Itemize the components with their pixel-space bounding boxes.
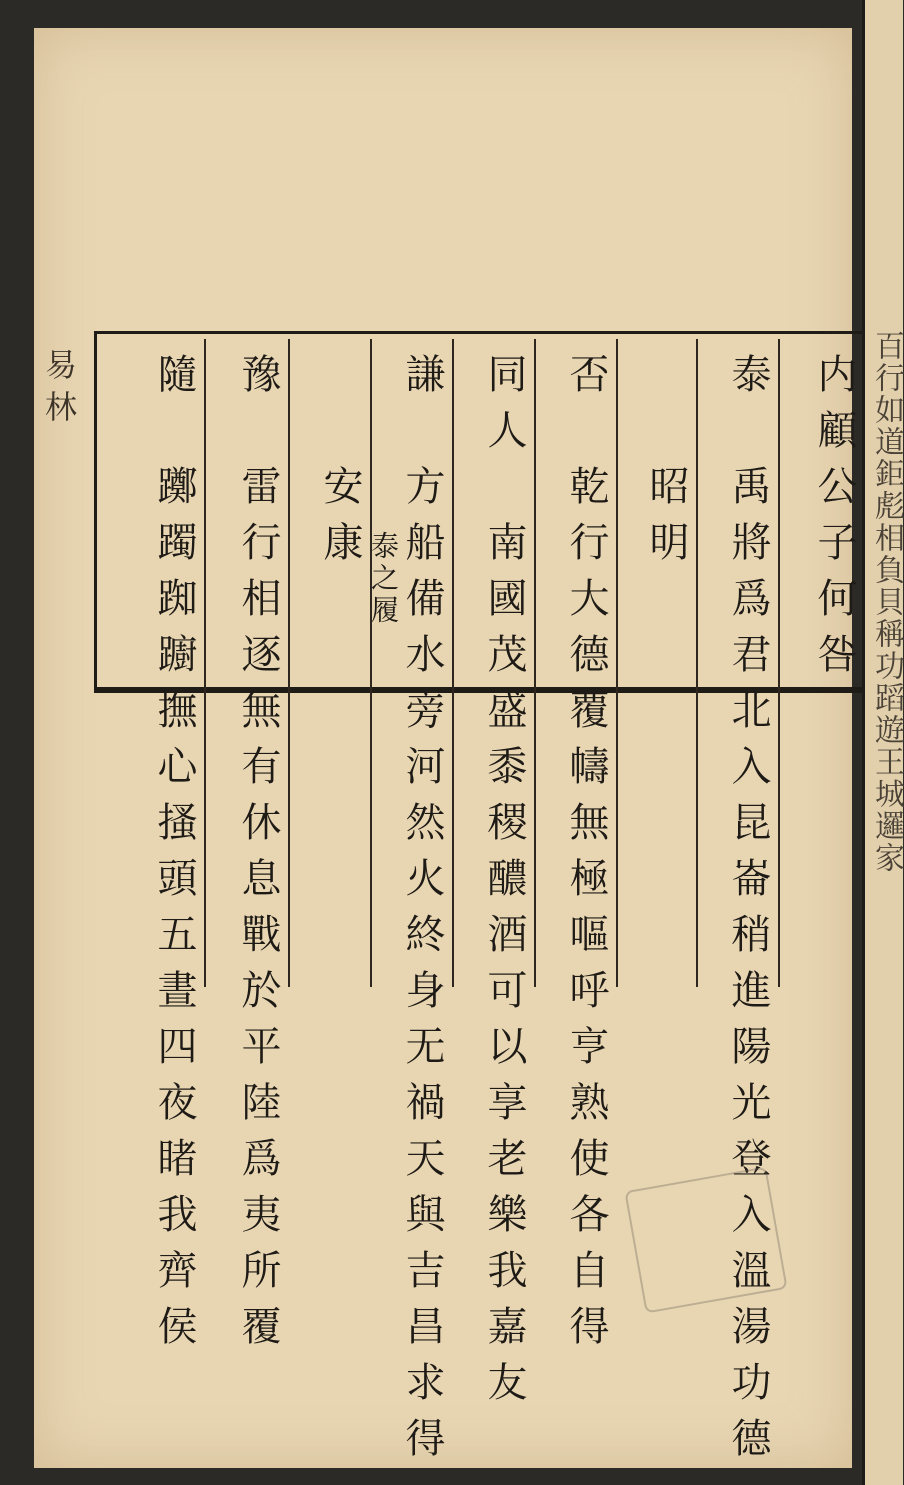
column-1: 内顧公子何咎 (811, 353, 857, 689)
margin-title: 易林 (40, 348, 78, 432)
library-stamp (624, 1166, 787, 1313)
column-4: 否 乾行大德覆幬無極嘔呼亨熟使各自得 (563, 353, 609, 1361)
column-7: 安康 (317, 353, 363, 577)
column-rule (696, 339, 698, 987)
column-9: 隨 躑躅踟躕撫心搔頭五晝四夜睹我齊侯 (151, 353, 197, 1361)
column-6: 謙 方船備水旁河然火終身无禍天與吉昌求得 (399, 353, 445, 1473)
column-rule (452, 339, 454, 987)
column-rule (204, 339, 206, 987)
column-rule (370, 339, 372, 987)
text-area (97, 331, 866, 1473)
column-rule (778, 339, 780, 987)
facing-page-edge (862, 0, 903, 1485)
book-page (34, 28, 857, 1473)
column-note: 泰之履 (367, 531, 400, 627)
column-3: 昭明 (643, 353, 689, 577)
column-5: 同人 南國茂盛黍稷醲酒可以享老樂我嘉友 (481, 353, 527, 1417)
column-2: 泰 禹將爲君北入昆崙稍進陽光登入溫湯功德 (725, 353, 771, 1473)
column-rule (534, 339, 536, 987)
column-8: 豫 雷行相逐無有休息戰於平陸爲夷所覆 (235, 353, 281, 1361)
column-rule (288, 339, 290, 987)
facing-page-text: 百行如道鉅彪相負貝稱功蹈遊王城邏家 (869, 330, 904, 874)
column-rule (616, 339, 618, 987)
